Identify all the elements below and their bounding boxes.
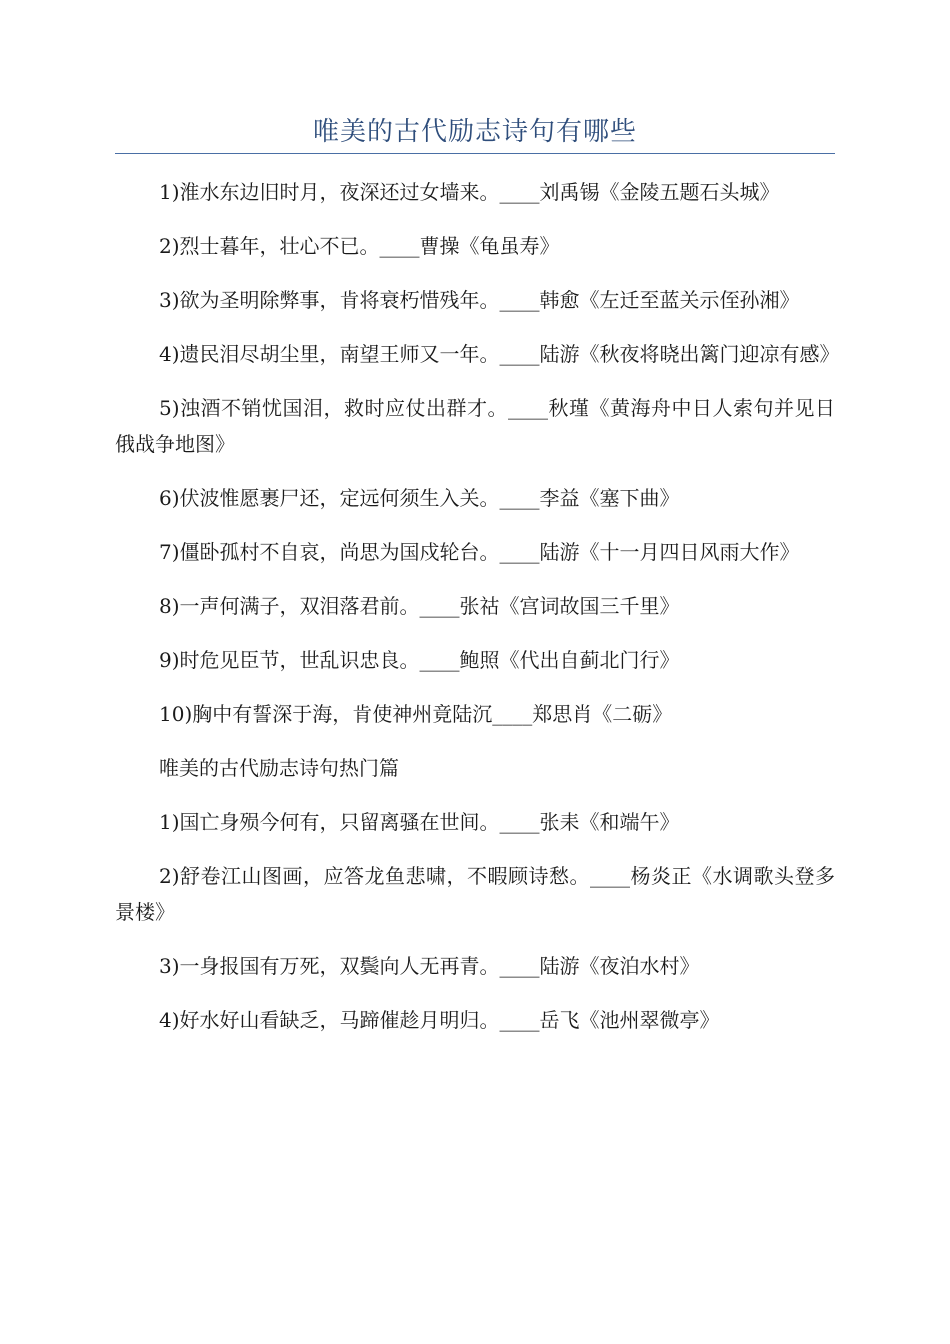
poem-line-8: 8)一声何满子，双泪落君前。____张祜《宫词故国三千里》 [159, 594, 680, 618]
poem-line-6: 6)伏波惟愿裹尸还，定远何须生入关。____李益《塞下曲》 [159, 486, 680, 510]
poem-line-3: 3)欲为圣明除弊事，肯将衰朽惜残年。____韩愈《左迁至蓝关示侄孙湘》 [159, 288, 800, 312]
title-underline [115, 153, 835, 154]
poem-line-11: 1)国亡身殒今何有，只留离骚在世间。____张耒《和端午》 [159, 810, 680, 834]
poem-line-2: 2)烈士暮年，壮心不已。____曹操《龟虽寿》 [159, 234, 560, 258]
section-heading: 唯美的古代励志诗句热门篇 [159, 756, 399, 780]
page-title: 唯美的古代励志诗句有哪些 [312, 117, 637, 147]
poem-line-13: 3)一身报国有万死，双鬓向人无再青。____陆游《夜泊水村》 [159, 954, 700, 978]
poem-line-10: 10)胸中有誓深于海，肯使神州竟陆沉____郑思肖《二砺》 [159, 702, 673, 726]
poem-line-9: 9)时危见臣节，世乱识忠良。____鲍照《代出自蓟北门行》 [159, 648, 680, 672]
poem-line-5: 5)浊酒不销忧国泪，救时应仗出群才。____秋瑾《黄海舟中日人索句并见日俄战争地图》 [115, 396, 835, 456]
poem-line-12: 2)舒卷江山图画，应答龙鱼悲啸，不暇顾诗愁。____杨炎正《水调歌头登多景楼》 [115, 864, 835, 924]
poem-line-4: 4)遗民泪尽胡尘里，南望王师又一年。____陆游《秋夜将晓出篱门迎凉有感》 [159, 342, 840, 366]
poem-line-1: 1)淮水东边旧时月，夜深还过女墙来。____刘禹锡《金陵五题石头城》 [159, 180, 780, 204]
poem-line-7: 7)僵卧孤村不自哀，尚思为国戍轮台。____陆游《十一月四日风雨大作》 [159, 540, 800, 564]
poem-line-14: 4)好水好山看缺乏，马蹄催趁月明归。____岳飞《池州翠微亭》 [159, 1008, 720, 1032]
document-body [115, 174, 840, 1056]
